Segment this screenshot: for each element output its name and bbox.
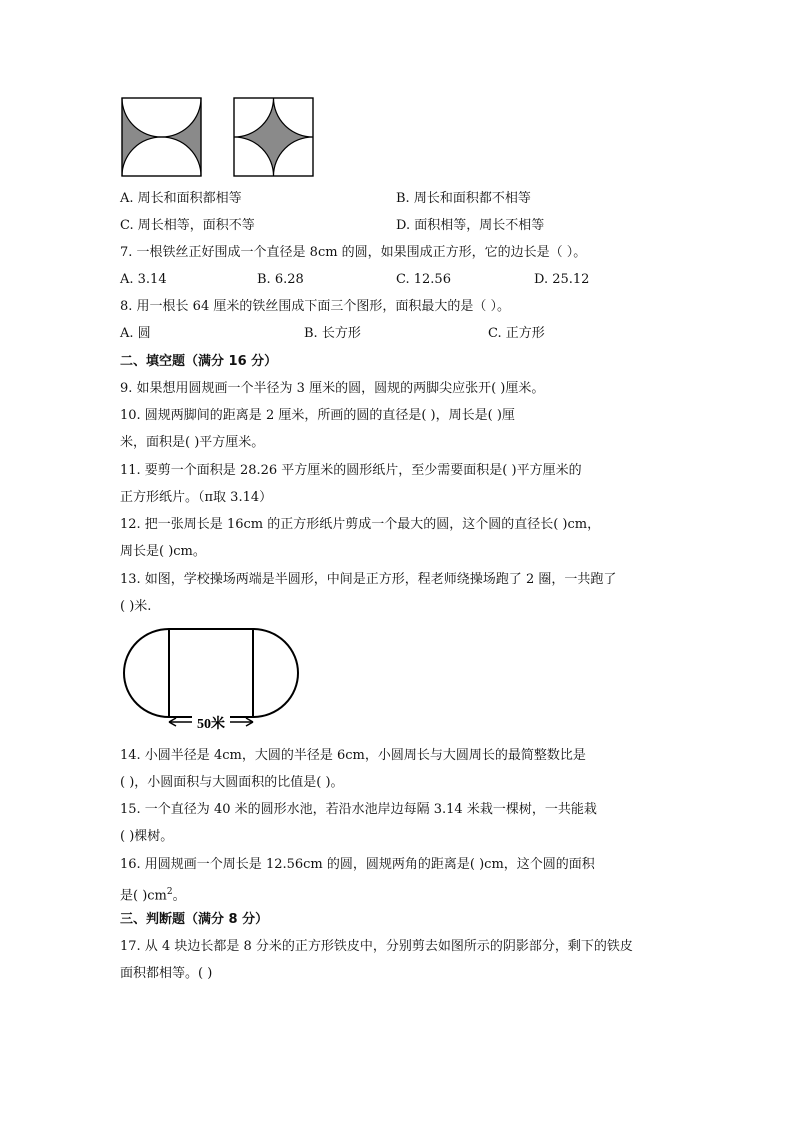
q6-figure-b: [233, 97, 314, 177]
section2-title: 二、填空题（满分 16 分）: [120, 354, 278, 369]
q8-text: 8. 用一根长 64 厘米的铁丝围成下面三个图形，面积最大的是（ ）。: [120, 299, 510, 314]
q11-line2: 正方形纸片。（π取 3.14）: [120, 490, 273, 505]
q17-line2: 面积都相等。( ): [120, 966, 213, 981]
q6-figure-b-shaded: [234, 98, 313, 176]
q11-line1: 11. 要剪一个面积是 28.26 平方厘米的圆形纸片，至少需要面积是( )平方厘米的: [120, 463, 582, 478]
q12-line1: 12. 把一张周长是 16cm 的正方形纸片剪成一个最大的圆，这个圆的直径长( )cm，: [120, 517, 601, 532]
q16-line2: 是( )$cm^2$。: [120, 887, 186, 904]
section3-title: 三、判断题（满分 8 分）: [120, 912, 269, 927]
q8-option-b: B. 长方形: [304, 326, 361, 341]
q6-figure-a: [121, 97, 202, 177]
q7-option-d: D. 25.12: [534, 272, 590, 287]
q8-option-c: C. 正方形: [488, 326, 545, 341]
q13-figure-label: 50米: [197, 717, 225, 732]
q14-line1: 14. 小圆半径是 4cm，大圆的半径是 6cm，小圆周长与大圆周长的最简整数比是: [120, 748, 586, 763]
q15-line2: ( )棵树。: [120, 829, 174, 844]
q12-line2: 周长是( )cm。: [120, 544, 206, 559]
q14-line2: ( )，小圆面积与大圆面积的比值是( )。: [120, 775, 344, 790]
q7-option-a: A. 3.14: [120, 272, 167, 287]
q7-text: 7. 一根铁丝正好围成一个直径是 8cm 的圆，如果围成正方形，它的边长是（ ）。: [120, 245, 587, 260]
q15-line1: 15. 一个直径为 40 米的圆形水池，若沿水池岸边每隔 3.14 米栽一棵树，一共能栽: [120, 802, 597, 817]
q8-option-a: A. 圆: [120, 326, 151, 341]
q7-option-c: C. 12.56: [396, 272, 451, 287]
q6-option-b: B. 周长和面积都不相等: [396, 191, 531, 206]
q16-line1: 16. 用圆规画一个周长是 12.56cm 的圆，圆规两角的距离是( )cm，这个圆的面积: [120, 857, 595, 872]
q6-option-d: D. 面积相等，周长不相等: [396, 218, 545, 233]
q13-line1: 13. 如图，学校操场两端是半圆形，中间是正方形，程老师绕操场跑了 2 圈，一共跑了: [120, 572, 617, 587]
q10-line1: 10. 圆规两脚间的距离是 2 厘米，所画的圆的直径是( )，周长是( )厘: [120, 408, 515, 423]
q10-line2: 米，面积是( )平方厘米。: [120, 435, 265, 450]
q7-option-b: B. 6.28: [257, 272, 304, 287]
q6-option-c: C. 周长相等，面积不等: [120, 218, 255, 233]
q17-line1: 17. 从 4 块边长都是 8 分米的正方形铁皮中，分别剪去如图所示的阴影部分，剩下的铁皮: [120, 939, 633, 954]
q13-track-figure: [122, 627, 302, 737]
q13-line2: ( )米.: [120, 599, 152, 614]
q6-option-a: A. 周长和面积都相等: [120, 191, 242, 206]
q9-line1: 9. 如果想用圆规画一个半径为 3 厘米的圆，圆规的两脚尖应张开( )厘米。: [120, 381, 545, 396]
